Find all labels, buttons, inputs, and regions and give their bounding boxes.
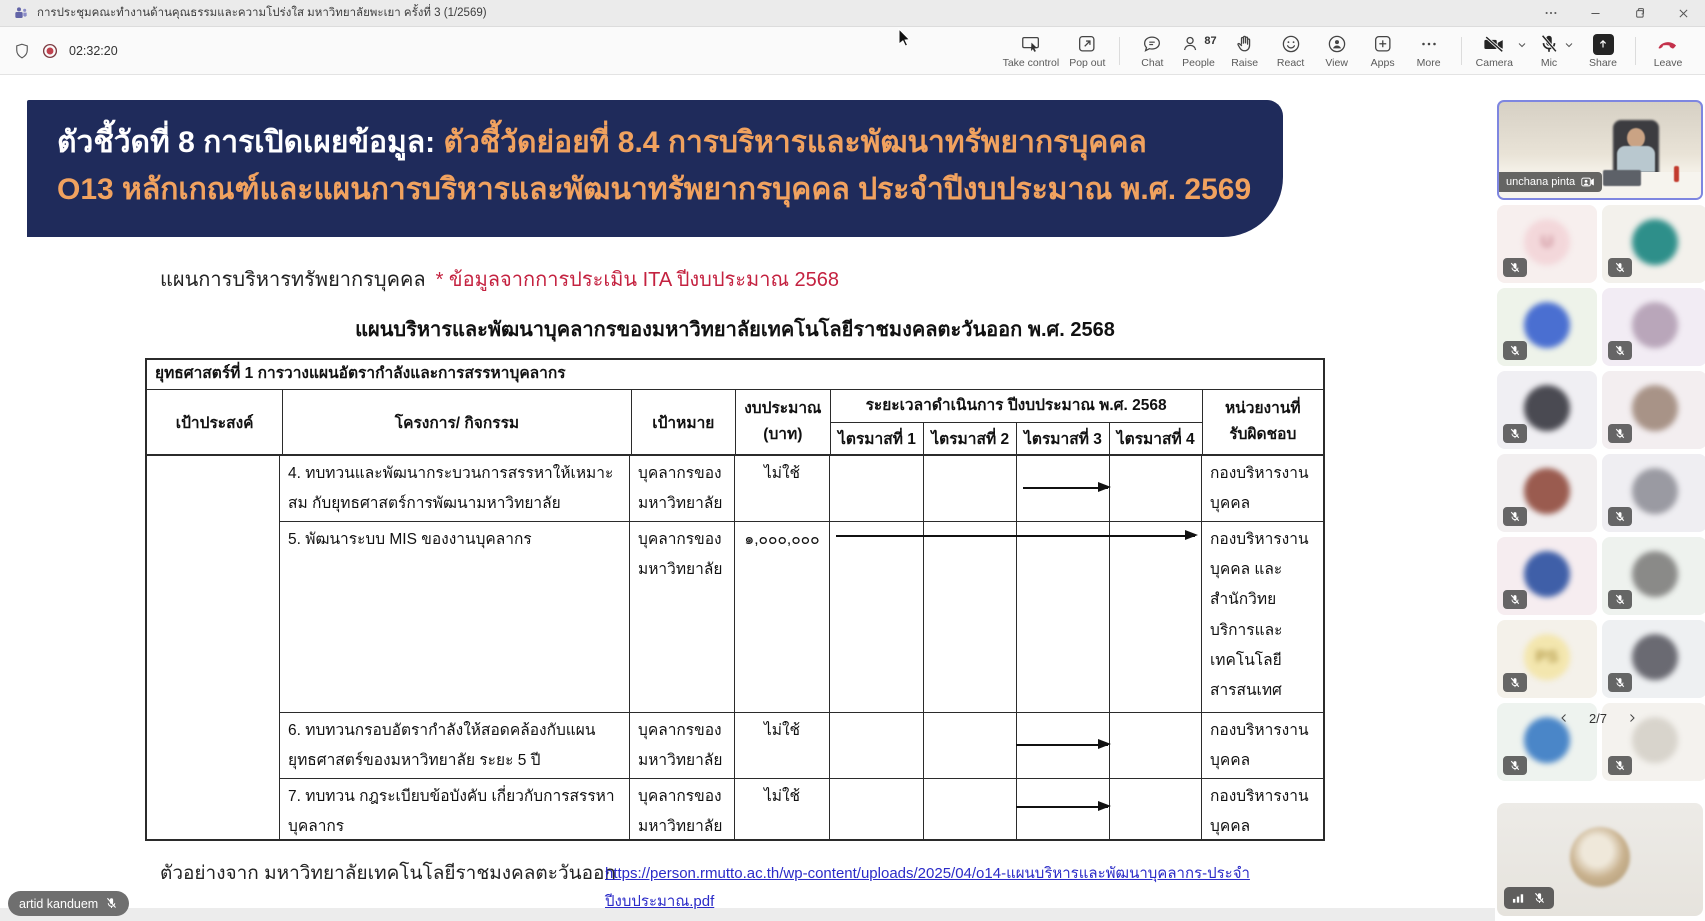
window-close-button[interactable] [1661, 0, 1705, 26]
timeline-cell [830, 456, 1202, 521]
banner-line1-orange: ตัวชี้วัดย่อยที่ 8.4 การบริหารและพัฒนาทรัพยากรบุคคล [435, 126, 1147, 159]
timeline-cell [830, 779, 1202, 839]
participant-mic-off-icon [1608, 341, 1632, 360]
participant-tile[interactable] [1602, 288, 1705, 366]
people-count-badge: 87 [1204, 35, 1217, 47]
apps-icon [1372, 33, 1394, 55]
header-responsible: หน่วยงานที่ รับผิดชอบ [1224, 399, 1301, 443]
take-control-button[interactable]: Take control [998, 27, 1065, 75]
header-quarter-4: ไตรมาสที่ 4 [1109, 423, 1202, 454]
header-quarter-2: ไตรมาสที่ 2 [923, 423, 1016, 454]
participant-tile[interactable] [1497, 454, 1597, 532]
pager-label: 2/7 [1588, 710, 1608, 726]
header-goal: เป้าประสงค์ [147, 390, 283, 454]
participant-tile[interactable] [1497, 371, 1597, 449]
leave-call-icon [1655, 33, 1681, 55]
share-icon [1593, 34, 1614, 55]
self-video-tile[interactable] [1497, 803, 1703, 916]
speaker-body [1617, 146, 1655, 172]
toolbar-divider [1461, 37, 1462, 65]
participant-tile[interactable] [1497, 537, 1597, 615]
bottle-shape [1674, 166, 1679, 182]
mic-off-icon [1538, 33, 1560, 55]
self-avatar [1570, 827, 1630, 887]
laptop-shape [1603, 170, 1641, 186]
participant-avatar [1632, 634, 1678, 680]
participant-mic-off-icon [1503, 507, 1527, 526]
meeting-timer: 02:32:20 [69, 44, 118, 58]
participant-tile[interactable] [1602, 205, 1705, 283]
people-button[interactable]: 87 People [1182, 35, 1217, 69]
mic-chevron-down-icon[interactable] [1563, 39, 1575, 51]
participant-avatar: U [1524, 219, 1570, 265]
pager-prev-button[interactable] [1555, 709, 1573, 727]
participant-avatar [1632, 219, 1678, 265]
presenter-mic-off-icon [105, 897, 118, 910]
header-budget: งบประมาณ (บาท) [736, 390, 831, 454]
mouse-cursor [898, 28, 914, 46]
participant-avatar [1632, 468, 1678, 514]
more-button[interactable]: More [1406, 27, 1452, 75]
participant-avatar [1632, 551, 1678, 597]
participant-tile[interactable] [1602, 454, 1705, 532]
participant-tile[interactable] [1497, 620, 1597, 698]
spotlight-icon [1581, 176, 1595, 188]
participant-mic-off-icon [1503, 258, 1527, 277]
gantt-arrow [1016, 744, 1109, 746]
participant-tile[interactable] [1602, 371, 1705, 449]
presenter-name-pill [8, 891, 129, 916]
toolbar-divider [1635, 37, 1636, 65]
chat-button[interactable]: Chat [1129, 27, 1175, 75]
hr-plan-table [145, 358, 1325, 841]
share-button[interactable]: Share [1580, 27, 1626, 75]
window-maximize-button[interactable] [1617, 0, 1661, 26]
participant-mic-off-icon [1608, 756, 1632, 775]
self-status-badge [1504, 887, 1554, 909]
gantt-arrow [836, 535, 1196, 537]
participant-mic-off-icon [1503, 590, 1527, 609]
table-row: 5. พัฒนาระบบ MIS ของงานบุคลากร บุคลากรของ มหาวิทยาลัย ๑,๐๐๐,๐๐๐ กองบริหารงาน บุคคล และ สำนักวิทย บริการและ เทคโนโลยี สารสนเทศ [280, 522, 1323, 713]
raise-hand-button[interactable]: Raise [1222, 27, 1268, 75]
slide-subtitle: แผนการบริหารทรัพยากรบุคคล [160, 269, 426, 291]
pop-out-icon [1076, 33, 1098, 55]
participant-avatar: PS [1524, 634, 1570, 680]
window-minimize-button[interactable] [1573, 0, 1617, 26]
toolbar-divider [1119, 37, 1120, 65]
speaker-head [1627, 128, 1645, 148]
table-row: 7. ทบทวน กฎระเบียบข้อบังคับ เกี่ยวกับการสรรหา บุคลากร บุคลากรของ มหาวิทยาลัย ไม่ใช้ กองบริหารงาน บุคคล [280, 779, 1323, 839]
participant-mic-off-icon [1503, 756, 1527, 775]
mic-button[interactable]: Mic [1533, 27, 1580, 75]
participant-avatar [1524, 385, 1570, 431]
apps-button[interactable]: Apps [1360, 27, 1406, 75]
participant-avatar [1524, 551, 1570, 597]
participant-mic-off-icon [1503, 424, 1527, 443]
table-row: 6. ทบทวนกรอบอัตรากำลังให้สอดคล้องกับแผน ยุทธศาสตร์ของมหาวิทยาลัย ระยะ 5 ปี บุคลากรของ มหาวิทยาลัย ไม่ใช้ กองบริหารงาน บุคคล [280, 713, 1323, 779]
table-title: แผนบริหารและพัฒนาบุคลากรของมหาวิทยาลัยเทคโนโลยีราชมงคลตะวันออก พ.ศ. 2568 [355, 319, 1115, 341]
header-period: ระยะเวลาดำเนินการ ปีงบประมาณ พ.ศ. 2568 ไตรมาสที่ 1 ไตรมาสที่ 2 ไตรมาสที่ 3 ไตรมาสที่ 4 [831, 390, 1203, 454]
participant-mic-off-icon [1608, 507, 1632, 526]
participant-mic-off-icon [1503, 341, 1527, 360]
strategy-row: ยุทธศาสตร์ที่ 1 การวางแผนอัตรากำลังและการสรรหาบุคลากร [147, 360, 1323, 390]
source-caption: ตัวอย่างจาก มหาวิทยาลัยเทคโนโลยีราชมงคลตะวันออก [160, 863, 616, 884]
participant-avatar [1524, 468, 1570, 514]
self-mic-off-icon [1533, 892, 1546, 905]
timeline-cell [830, 522, 1202, 712]
header-quarter-1: ไตรมาสที่ 1 [838, 431, 916, 448]
participant-mic-off-icon [1608, 424, 1632, 443]
take-control-icon [1020, 33, 1042, 55]
participant-tile[interactable] [1497, 205, 1597, 283]
signal-bars-icon [1512, 892, 1525, 904]
participant-avatar [1632, 385, 1678, 431]
gallery-pager [1495, 707, 1701, 729]
goal-column-cell [147, 456, 280, 839]
participant-tile[interactable] [1602, 537, 1705, 615]
security-shield-icon [13, 42, 31, 60]
pager-next-button[interactable] [1623, 709, 1641, 727]
header-quarter-3: ไตรมาสที่ 3 [1016, 423, 1109, 454]
camera-button[interactable]: Camera [1471, 27, 1533, 75]
view-icon [1326, 33, 1348, 55]
camera-chevron-down-icon[interactable] [1516, 39, 1528, 51]
window-more-button[interactable] [1529, 0, 1573, 26]
camera-off-icon [1482, 33, 1506, 55]
recording-indicator-icon [41, 42, 59, 60]
teams-icon [13, 5, 29, 21]
meeting-title: การประชุมคณะทำงานด้านคุณธรรมและความโปร่งใส มหาวิทยาลัยพะเยา ครั้งที่ 3 (1/2569) [37, 7, 487, 19]
participant-tile[interactable] [1497, 288, 1597, 366]
view-button[interactable]: View [1314, 27, 1360, 75]
participant-mic-off-icon [1608, 590, 1632, 609]
participant-mic-off-icon [1503, 673, 1527, 692]
source-link[interactable]: https://person.rmutto.ac.th/wp-content/uploads/2025/04/o14-แผนบริหารและพัฒนาบุคลากร-ประจำปีงบประมาณ.pdf [605, 865, 1250, 910]
presenter-name: artid kanduem [19, 896, 99, 911]
participant-avatar [1632, 302, 1678, 348]
participant-avatar [1524, 302, 1570, 348]
people-icon [1180, 33, 1202, 55]
header-project: โครงการ/ กิจกรรม [283, 390, 631, 454]
pop-out-button[interactable]: Pop out [1064, 27, 1110, 75]
meeting-toolbar [0, 27, 1705, 75]
slide-subtitle-note: * ข้อมูลจากการประเมิน ITA ปีงบประมาณ 2568 [435, 269, 840, 291]
react-smiley-icon [1280, 33, 1302, 55]
table-header-row [147, 390, 1323, 456]
timeline-cell [830, 713, 1202, 778]
header-target: เป้าหมาย [632, 390, 736, 454]
spotlight-name: unchana pinta [1506, 176, 1576, 188]
participants-rail [1495, 75, 1705, 921]
participant-mic-off-icon [1608, 258, 1632, 277]
participant-mic-off-icon [1608, 673, 1632, 692]
participant-tile[interactable] [1602, 620, 1705, 698]
table-row: 4. ทบทวนและพัฒนากระบวนการสรรหาให้เหมาะสม กับยุทธศาสตร์การพัฒนามหาวิทยาลัย บุคลากรของ มหาวิทยาลัย ไม่ใช้ กองบริหารงาน บุคคล [280, 456, 1323, 522]
window-titlebar [0, 0, 1705, 27]
chat-icon [1141, 33, 1163, 55]
slide-title-banner [27, 100, 1283, 237]
spotlight-name-pill [1499, 172, 1602, 192]
banner-line2: O13 หลักเกณฑ์และแผนการบริหารและพัฒนาทรัพยากรบุคคล ประจำปีงบประมาณ พ.ศ. 2569 [57, 172, 1252, 206]
gantt-arrow [1023, 487, 1108, 489]
leave-button[interactable]: Leave [1645, 27, 1691, 75]
more-dots-icon [1418, 33, 1440, 55]
spotlight-video-tile[interactable] [1497, 100, 1703, 200]
gantt-arrow [1016, 806, 1109, 808]
react-button[interactable]: React [1268, 27, 1314, 75]
raise-hand-icon [1234, 33, 1256, 55]
shared-screen-stage [0, 75, 1492, 921]
banner-line1-white: ตัวชี้วัดที่ 8 การเปิดเผยข้อมูล: [57, 126, 436, 159]
